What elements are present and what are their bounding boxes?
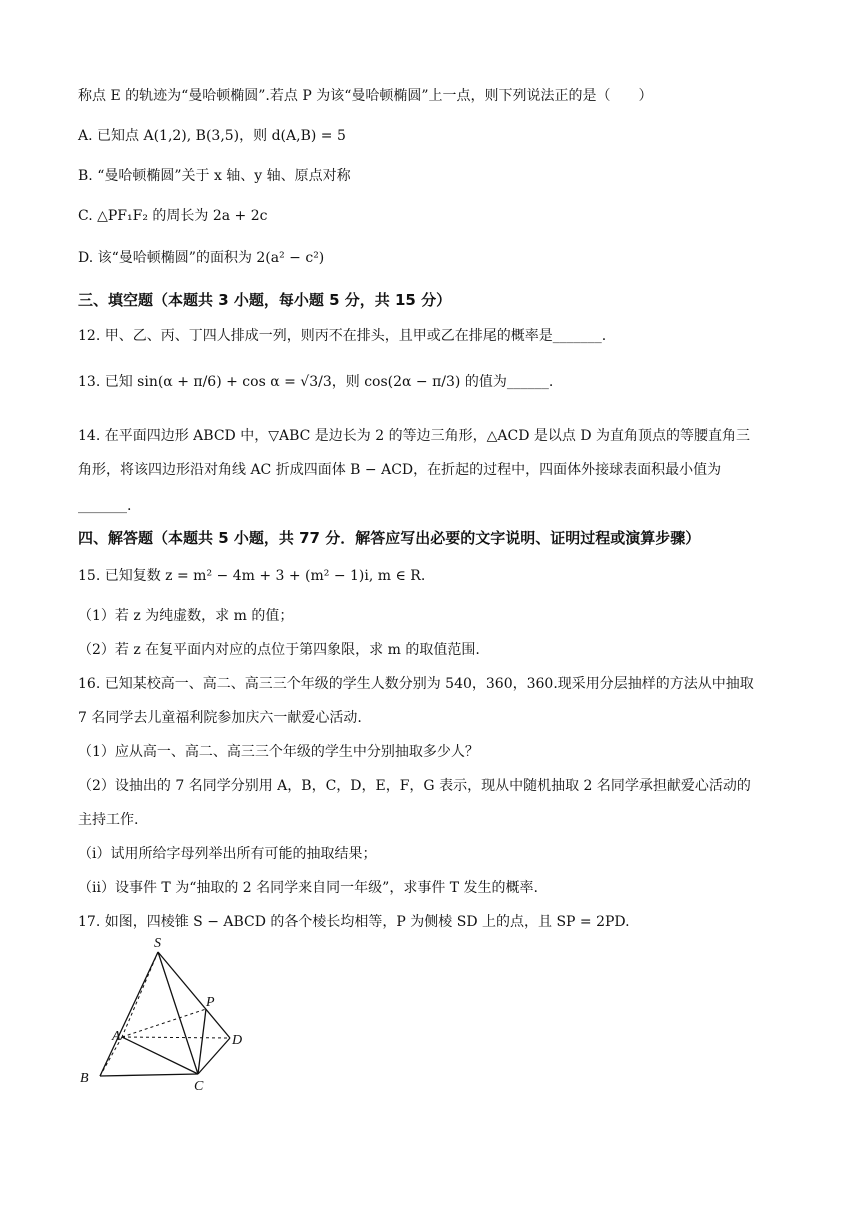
edge-sc — [158, 952, 198, 1074]
option-a: A. 已知点 A(1,2), B(3,5)，则 d(A,B) = 5 — [78, 128, 346, 144]
question-13: 13. 已知 sin(α + π/6) + cos α = √3/3，则 cos(2α − π/3) 的值为______. — [78, 374, 554, 390]
question-16-part2-line2: 主持工作. — [78, 812, 139, 828]
question-15-part2: （2）若 z 在复平面内对应的点位于第四象限，求 m 的取值范围. — [78, 642, 480, 658]
label-s: S — [154, 936, 161, 951]
edge-sd — [158, 952, 230, 1038]
edge-sa — [122, 952, 158, 1037]
pyramid-figure — [74, 930, 264, 1100]
label-p: P — [206, 995, 215, 1010]
option-b: B. “曼哈顿椭圆”关于 x 轴、y 轴、原点对称 — [78, 168, 351, 184]
question-14-line2: 角形，将该四边形沿对角线 AC 折成四面体 B − ACD，在折起的过程中，四面体外接球表面积最小值为 — [78, 462, 722, 478]
edge-ac — [122, 1037, 198, 1074]
question-14-line1: 14. 在平面四边形 ABCD 中，▽ABC 是边长为 2 的等边三角形，△ACD 是以点 D 为直角顶点的等腰直角三 — [78, 428, 750, 444]
option-c: C. △PF₁F₂ 的周长为 2a + 2c — [78, 208, 268, 224]
question-12: 12. 甲、乙、丙、丁四人排成一列，则丙不在排头，且甲或乙在排尾的概率是_______. — [78, 328, 607, 344]
question-16-part1: （1）应从高一、高二、高三三个年级的学生中分别抽取多少人？ — [78, 744, 479, 760]
question-17: 17. 如图，四棱锥 S − ABCD 的各个棱长均相等，P 为侧棱 SD 上的点，且 SP = 2PD. — [78, 914, 630, 930]
option-d: D. 该“曼哈顿椭圆”的面积为 2(a² − c²) — [78, 250, 325, 266]
question-16-line2: 7 名同学去儿童福利院参加庆六一献爱心活动. — [78, 710, 362, 726]
question-15: 15. 已知复数 z = m² − 4m + 3 + (m² − 1)i, m ∈ R. — [78, 568, 426, 584]
label-c: C — [194, 1079, 204, 1094]
label-d: D — [232, 1033, 243, 1048]
question-16-part2-i: （ⅰ）试用所给字母列举出所有可能的抽取结果； — [78, 846, 377, 862]
edge-bc — [100, 1074, 198, 1076]
edge-ad — [122, 1037, 230, 1038]
question-14-blank: _______. — [78, 498, 132, 514]
question-15-part1: （1）若 z 为纯虚数，求 m 的值； — [78, 608, 294, 624]
edge-ap — [122, 1009, 206, 1037]
section-fill-blank-heading: 三、填空题（本题共 3 小题，每小题 5 分，共 15 分） — [78, 291, 452, 309]
edge-pc — [198, 1009, 206, 1074]
question-16-line1: 16. 已知某校高一、高二、高三三个年级的学生人数分别为 540，360，360.现采用分层抽样的方法从中抽取 — [78, 676, 754, 692]
edge-sb — [100, 952, 158, 1076]
option-intro: 称点 E 的轨迹为“曼哈顿椭圆”.若点 P 为该“曼哈顿椭圆”上一点，则下列说法正的是（ ） — [78, 88, 653, 104]
question-16-part2-ii: （ⅱ）设事件 T 为“抽取的 2 名同学来自同一年级”，求事件 T 发生的概率. — [78, 880, 539, 896]
question-16-part2-line1: （2）设抽出的 7 名同学分别用 A，B，C，D，E，F，G 表示，现从中随机抽取 2 名同学承担献爱心活动的 — [78, 778, 751, 794]
label-a: A — [112, 1029, 121, 1044]
section-solve-heading: 四、解答题（本题共 5 小题，共 77 分．解答应写出必要的文字说明、证明过程或演算步骤） — [78, 529, 701, 547]
edge-cd — [198, 1038, 230, 1074]
label-b: B — [80, 1071, 89, 1086]
